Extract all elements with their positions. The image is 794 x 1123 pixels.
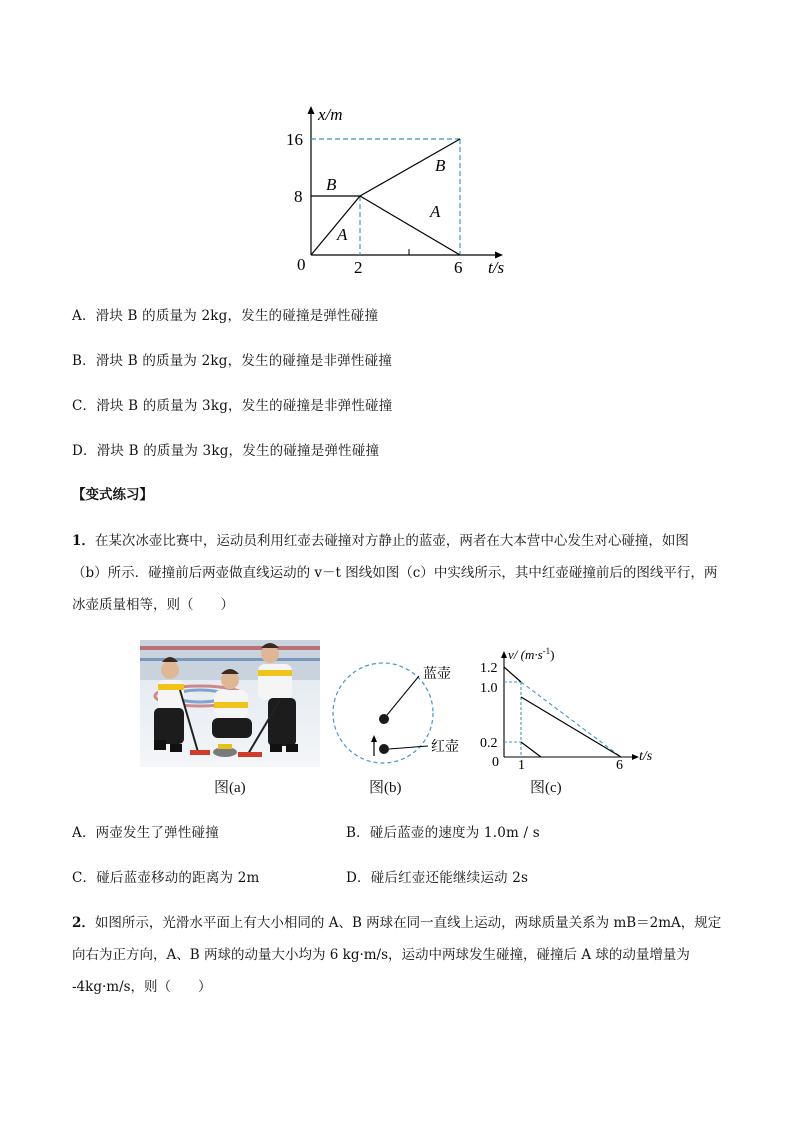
a-line-before (311, 196, 360, 255)
red-stone-label: 红壶 (431, 740, 459, 755)
velocity-arrowhead (371, 735, 377, 742)
option-text: 碰后蓝壶移动的距离为 2m (96, 870, 260, 886)
option-text: 滑块 B 的质量为 2kg，发生的碰撞是非弹性碰撞 (95, 353, 393, 369)
blue-after (521, 697, 621, 757)
option-letter: A． (72, 308, 96, 324)
dashed-red-extension (521, 682, 621, 757)
blue-stone (379, 714, 389, 724)
label-b-left: B (326, 175, 337, 194)
option-letter: B． (346, 825, 370, 841)
x-tick-6: 6 (454, 258, 463, 277)
option-c (72, 397, 392, 415)
blue-stone-pointer (387, 676, 419, 715)
option-letter: C． (72, 398, 97, 414)
q2-number: 2． (72, 915, 95, 931)
option-letter: B． (72, 353, 96, 369)
fig-b-caption: 图(b) (369, 780, 402, 796)
q1-line2: （b）所示．碰撞前后两壶做直线运动的 v－t 图线如图（c）中实线所示，其中红壶碰撞前后的图线平行，两 (72, 565, 718, 581)
curling-photo (140, 640, 320, 767)
x-axis-label: t/s (639, 749, 653, 764)
y-tick-1-2: 1.2 (480, 661, 498, 676)
y-tick-8: 8 (294, 187, 303, 206)
x-axis-arrow (632, 754, 639, 760)
option-text: 碰后红壶还能继续运动 2s (370, 870, 529, 886)
q2-line3: -4kg·m/s，则（ ） (72, 979, 212, 995)
q2-line2: 向右为正方向，A、B 两球的动量大小均为 6 kg·m/s，运动中两球发生碰撞，碰撞后 A 球的动量增量为 (72, 947, 690, 963)
x-tick-1: 1 (518, 758, 525, 770)
origin-label: 0 (297, 255, 306, 274)
option-text: 滑块 B 的质量为 3kg，发生的碰撞是非弹性碰撞 (96, 398, 393, 414)
option-text: 滑块 B 的质量为 2kg，发生的碰撞是弹性碰撞 (95, 308, 379, 324)
y-tick-0-2: 0.2 (480, 736, 498, 751)
origin-label: 0 (492, 755, 499, 770)
y-axis-label: x/m (318, 105, 343, 124)
option-text: 两壶发生了弹性碰撞 (95, 825, 219, 841)
y-tick-16: 16 (286, 130, 303, 149)
option-text: 滑块 B 的质量为 3kg，发生的碰撞是弹性碰撞 (96, 443, 380, 459)
section-title: 【变式练习】 (72, 487, 153, 503)
option-letter: C． (72, 870, 97, 886)
y-tick-1-0: 1.0 (480, 681, 498, 696)
red-stone-pointer (389, 746, 428, 749)
q2-line1 (72, 914, 721, 932)
blue-stone-label: 蓝壶 (423, 667, 451, 682)
x-tick-6: 6 (616, 758, 623, 770)
q1-option-b (346, 824, 540, 842)
y-axis-arrow (308, 106, 315, 114)
q1-text-1: 在某次冰壶比赛中，运动员利用红壶去碰撞对方静止的蓝壶，两者在大本营中心发生对心碰撞，如图 (94, 533, 689, 549)
option-letter: D． (72, 443, 97, 459)
red-before (504, 667, 521, 682)
fig-b-diagram (330, 648, 470, 774)
x-axis-label: t/s (488, 258, 505, 277)
fig-c-caption: 图(c) (530, 780, 562, 796)
q2-text-1: 如图所示，光滑水平面上有大小相同的 A、B 两球在同一直线上运动，两球质量关系为 mB＝2mA，规定 (94, 915, 722, 931)
x-tick-2: 2 (354, 258, 363, 277)
xt-graph (285, 100, 515, 280)
label-a-right: A (430, 202, 441, 221)
q1-option-a (72, 824, 219, 842)
red-stone (379, 744, 389, 754)
label-a-left: A (337, 225, 348, 244)
option-letter: D． (346, 870, 371, 886)
q1-line3: 冰壶质量相等，则（ ） (72, 597, 234, 613)
q1-option-d (346, 869, 528, 887)
y-axis-label: v/ $(m\cdot s^{-1})$ (508, 646, 555, 662)
label-b-right: B (435, 156, 446, 175)
q1-option-c (72, 869, 260, 887)
option-a (72, 307, 378, 325)
q1-number: 1． (72, 533, 95, 549)
option-d (72, 442, 379, 460)
q1-line1 (72, 532, 689, 550)
fig-a-caption: 图(a) (214, 780, 246, 796)
red-after (521, 742, 541, 757)
a-line-after (360, 196, 460, 255)
option-letter: A． (72, 825, 96, 841)
vt-graph (478, 645, 668, 770)
y-axis-arrow (501, 651, 507, 658)
option-b (72, 352, 392, 370)
option-text: 碰后蓝壶的速度为 1.0m / s (369, 825, 540, 841)
